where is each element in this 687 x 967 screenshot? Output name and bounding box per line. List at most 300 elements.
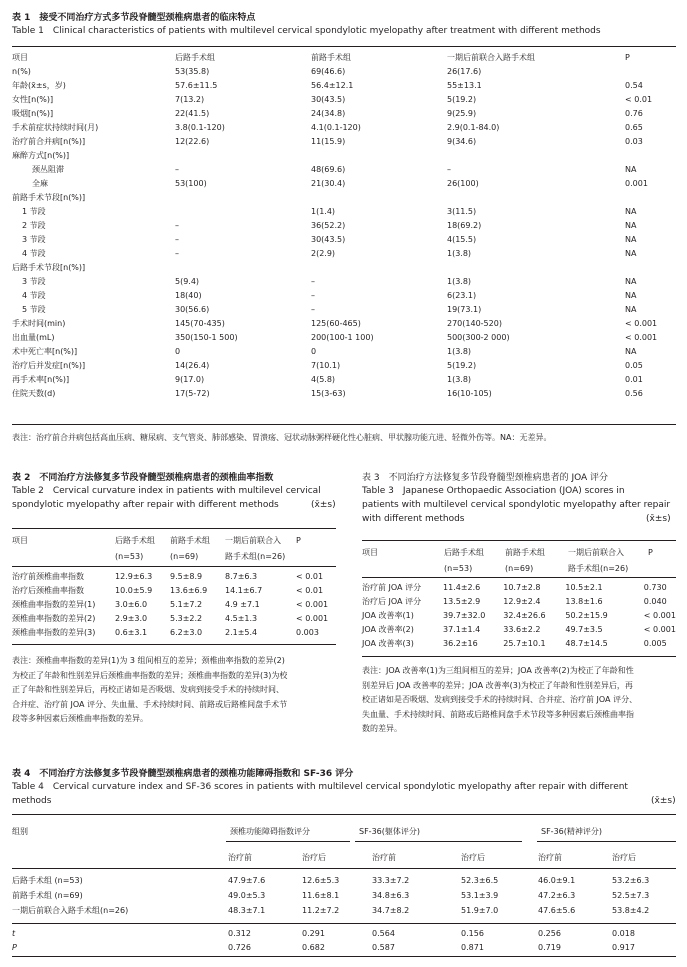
table1-row [12, 106, 676, 120]
table4-span-sf36-mental: SF-36(精神评分) [541, 827, 602, 836]
table2-title-cn: 表 2 不同治疗方法修复多节段脊髓型颈椎病患者的颈椎曲率指数 [12, 473, 274, 483]
table1-cell-anterior: 48(69.6) [311, 164, 346, 174]
table1-cell-combined: 4(15.5) [447, 234, 477, 244]
table1-cell-p [625, 190, 676, 204]
table1-cell-p: 0.001 [625, 178, 648, 188]
table2-cell-p: 0.003 [296, 627, 319, 637]
table1-cell-anterior [311, 260, 447, 274]
table2-stat: (x̄±s) [311, 500, 336, 510]
table3-row-label: 治疗后 JOA 评分 [362, 596, 422, 606]
table1-cell-p: < 0.01 [625, 94, 653, 104]
table2-header-row [12, 548, 336, 564]
table2-cell-anterior: 9.5±8.9 [170, 571, 203, 581]
table1-row-label: 治疗后并发症[n(%)] [12, 360, 86, 370]
table3-row [362, 580, 676, 594]
table2-row-label: 颈椎曲率指数的差异(3) [12, 627, 96, 637]
table1-row-label: 治疗前合并病[n(%)] [12, 136, 86, 146]
table1-row-label: 4 节段 [22, 290, 46, 300]
table2-cell-p: < 0.001 [296, 613, 329, 623]
table4-row-label: 一期后前联合入路手术组(n=26) [12, 906, 129, 915]
table1-header-cell: 前路手术组 [311, 52, 351, 62]
table4-cell: 11.2±7.2 [302, 906, 340, 915]
table2-row [12, 569, 336, 583]
table1-cell-p: NA [625, 220, 637, 230]
table2-header-cell: (n=53) [115, 551, 144, 561]
table1-row [12, 134, 676, 148]
table2-cell-anterior: 5.1±7.2 [170, 599, 203, 609]
table3-title-en-3: with different methods [362, 514, 465, 524]
table1-cell-p [625, 64, 676, 78]
table1-cell-posterior: 12(22.6) [175, 136, 210, 146]
table4-bottom-rule [12, 956, 676, 957]
table2-row-label: 治疗后颈椎曲率指数 [12, 585, 84, 595]
table1-cell-posterior: 30(56.6) [175, 304, 210, 314]
table4-cell: 49.0±5.3 [228, 891, 266, 900]
table1-cell-combined [447, 260, 625, 274]
table4-cell: 47.9±7.6 [228, 876, 266, 885]
table1-row-label: 女性[n(%)] [12, 94, 54, 104]
table1-row-label: 4 节段 [22, 248, 46, 258]
table2-note-line: 段等多种因素后颈椎曲率指数的差异。 [12, 714, 148, 723]
table4-subheader-cell: 治疗前 [538, 852, 562, 862]
table1-cell-posterior: 53(100) [175, 178, 207, 188]
table2-cell-anterior: 5.3±2.2 [170, 613, 203, 623]
table1-bottom-rule [12, 424, 676, 425]
table4-stat-cell: 0.719 [538, 942, 561, 952]
table1-cell-anterior: 24(34.8) [311, 108, 346, 118]
table4-stat-rule [12, 923, 676, 924]
table4-span-ndi: 颈椎功能障碍指数评分 [230, 827, 310, 836]
table3-header-cell: 后路手术组 [444, 547, 484, 557]
table3-top-rule [362, 540, 676, 541]
table4-cell: 53.8±4.2 [612, 906, 650, 915]
table1-cell-p: 0.56 [625, 388, 643, 398]
table4-span-sf36-body: SF-36(躯体评分) [359, 827, 420, 836]
table3-body [362, 580, 676, 650]
table3-cell-posterior: 39.7±32.0 [443, 610, 486, 620]
table3-note-line: 表注：JOA 改善率(1)为三组间相互的差异；JOA 改善率(2)为校正了年龄和性 [362, 666, 634, 675]
table4-stat-cell: 0.018 [612, 928, 635, 938]
table3-cell-combined: 10.5±2.1 [565, 582, 603, 592]
table4-cell: 48.3±7.1 [228, 906, 266, 915]
table1-cell-posterior: – [175, 248, 179, 258]
table4-subheader-row [12, 850, 676, 864]
table1-cell-combined: 2.9(0.1-84.0) [447, 122, 500, 132]
table1-row [12, 316, 676, 330]
table4-stat-cell: 0.682 [302, 942, 325, 952]
table1-row [12, 246, 676, 260]
table1-row-label: 手术时间(min) [12, 318, 66, 328]
table1-row [12, 218, 676, 232]
table3-note-line: 校正诸如是否吸烟、发病到接受手术的持续时间、合并症、治疗前 JOA 评分、 [362, 695, 638, 704]
table2-header-cell [296, 548, 336, 564]
table2-mid-rule [12, 566, 336, 567]
table1-row-label: 麻醉方式[n(%)] [12, 150, 70, 160]
table1-cell-p: < 0.001 [625, 318, 658, 328]
table2-cell-combined: 4.9 ±7.1 [225, 599, 260, 609]
table2-row-label: 颈椎曲率指数的差异(1) [12, 599, 96, 609]
table2-header-cell: 项目 [12, 535, 28, 545]
table2-cell-posterior: 0.6±3.1 [115, 627, 148, 637]
table1-cell-posterior: 350(150-1 500) [175, 332, 238, 342]
table4-stat-cell: 0.256 [538, 928, 561, 938]
table1-cell-posterior: – [175, 164, 179, 174]
table2-cell-combined: 4.5±1.3 [225, 613, 258, 623]
table4-stat-cell: 0.156 [461, 928, 484, 938]
table1-cell-combined: 9(34.6) [447, 136, 477, 146]
table1-cell-combined: – [447, 164, 451, 174]
table4-row [12, 873, 676, 888]
table4-stat-cell: 0.587 [372, 942, 395, 952]
table1-cell-posterior: 18(40) [175, 290, 202, 300]
table4-row [12, 888, 676, 903]
table4-cell: 53.2±6.3 [612, 876, 650, 885]
table1-row [12, 148, 676, 162]
table4-subheader-cell: 治疗后 [612, 852, 636, 862]
table1-cell-anterior: 4(5.8) [311, 374, 336, 384]
table3-cell-anterior: 10.7±2.8 [503, 582, 541, 592]
table2-note-line: 正了年龄和性别差异后，再校正诸如是否吸烟、发病到接受手术的持续时间、 [12, 685, 284, 694]
table3-header-cell [362, 560, 444, 576]
table2-row [12, 597, 336, 611]
table1-cell-posterior: 9(17.0) [175, 374, 205, 384]
table1-cell-anterior: 15(3-63) [311, 388, 346, 398]
table1-row-label: 1 节段 [22, 206, 46, 216]
table1-cell-combined: 1(3.8) [447, 346, 472, 356]
table2-header-cell: (n=69) [170, 551, 199, 561]
table4-cell: 34.7±8.2 [372, 906, 410, 915]
table4-cell: 11.6±8.1 [302, 891, 340, 900]
table1-cell-anterior: 30(43.5) [311, 234, 346, 244]
table1-cell-p: NA [625, 276, 637, 286]
table1-cell-anterior: – [311, 304, 315, 314]
table4-stat-cell: 0.564 [372, 928, 395, 938]
table2-cell-combined: 2.1±5.4 [225, 627, 258, 637]
table2-top-rule [12, 528, 336, 529]
table3-cell-anterior: 32.4±26.6 [503, 610, 546, 620]
table1-row-label: 年龄(x̄±s，岁) [12, 80, 66, 90]
table1-row [12, 302, 676, 316]
table2-cell-anterior: 6.2±3.0 [170, 627, 203, 637]
table1-row-label: 颈丛阻滞 [32, 164, 64, 174]
table1-cell-anterior: 1(1.4) [311, 206, 336, 216]
table1-cell-combined [447, 190, 625, 204]
table1-cell-p: NA [625, 206, 637, 216]
table2-note-line: 为校正了年龄和性别差异后颈椎曲率指数的差异；颈椎曲率指数的差异(3)为校 [12, 670, 288, 680]
table1-cell-posterior: – [175, 234, 179, 244]
table1-cell-combined: 18(69.2) [447, 220, 482, 230]
table2-header-row [12, 532, 336, 548]
table4-group-label: 组别 [12, 827, 28, 836]
table1-row [12, 330, 676, 344]
table4-stat: (x̄±s) [651, 796, 676, 806]
table1-row [12, 176, 676, 190]
table1-cell-anterior [311, 148, 447, 162]
table1-title-en: Table 1 Clinical characteristics of patients with multilevel cervical spondylotic myelopathy after treatment with different methods [12, 26, 601, 36]
table4-cell: 33.3±7.2 [372, 876, 410, 885]
table2-row [12, 625, 336, 639]
table4-subheader-cell: 治疗前 [372, 852, 396, 862]
table1-row-label: 5 节段 [22, 304, 46, 314]
table1-cell-anterior: – [311, 276, 315, 286]
table4-cell: 52.5±7.3 [612, 891, 650, 900]
table1-cell-p: NA [625, 248, 637, 258]
table1-header-cell: P [625, 52, 630, 62]
table4-row-label: 前路手术组 (n=69) [12, 891, 83, 900]
table3-header-cell [648, 560, 676, 576]
table1-cell-p [625, 260, 676, 274]
table1-cell-combined: 55±13.1 [447, 80, 482, 90]
table1-row-label: 出血量(mL) [12, 332, 55, 342]
table4-cell: 46.0±9.1 [538, 876, 576, 885]
table2-header-cell: 前路手术组 [170, 535, 210, 545]
table3-row [362, 594, 676, 608]
table1 [12, 50, 676, 400]
table1-cell-combined: 1(3.8) [447, 276, 472, 286]
table1-row [12, 78, 676, 92]
table2-cell-anterior: 13.6±6.9 [170, 585, 208, 595]
table1-cell-anterior: 125(60-465) [311, 318, 361, 328]
table3-title-cn: 表 3 不同治疗方法修复多节段脊髓型颈椎病患者的 JOA 评分 [362, 473, 609, 483]
table2-header-cell: P [296, 535, 301, 545]
table2-header-cell: 后路手术组 [115, 535, 155, 545]
table3-row [362, 608, 676, 622]
table1-cell-anterior: 30(43.5) [311, 94, 346, 104]
table4-stat-row [12, 926, 676, 940]
table3-cell-anterior: 12.9±2.4 [503, 596, 541, 606]
table4-span-sf36-mental-rule [537, 841, 676, 842]
table1-cell-posterior: 53(35.8) [175, 66, 210, 76]
table4-cell: 53.1±3.9 [461, 891, 499, 900]
table3 [362, 544, 676, 576]
table3-row-label: 治疗前 JOA 评分 [362, 582, 422, 592]
table3-cell-p: < 0.001 [643, 610, 676, 620]
table2-row-label: 治疗前颈椎曲率指数 [12, 571, 84, 581]
table3-note-line: 别差异后 JOA 改善率的差异；JOA 改善率(3)为校正了年龄和性别差异后，再 [362, 680, 633, 690]
table1-cell-combined: 1(3.8) [447, 248, 472, 258]
table3-header-cell: 路手术组(n=26) [568, 563, 629, 573]
table1-cell-p: NA [625, 346, 637, 356]
table2-header-cell: 路手术组(n=26) [225, 551, 286, 561]
table4-title-en-1: Table 4 Cervical curvature index and SF-36 scores in patients with multilevel cervical spondylotic myelopathy after repair with different [12, 782, 628, 792]
table4-stat-cell: 0.917 [612, 942, 635, 952]
table3-cell-posterior: 36.2±16 [443, 638, 478, 648]
table3-row [362, 622, 676, 636]
table1-row-label: 2 节段 [22, 220, 46, 230]
table3-note-line: 数的差异。 [362, 724, 402, 733]
table4-subheader-cell: 治疗后 [461, 852, 485, 862]
table1-cell-p: 0.05 [625, 360, 643, 370]
table1-cell-combined: 26(17.6) [447, 66, 482, 76]
table2-body [12, 569, 336, 639]
table1-cell-anterior: 69(46.6) [311, 66, 346, 76]
table1-cell-anterior: – [311, 290, 315, 300]
table4-subheader [12, 850, 676, 864]
table3-header-row [362, 544, 676, 560]
table1-cell-posterior: 7(13.2) [175, 94, 205, 104]
table4-cell: 34.8±6.3 [372, 891, 410, 900]
table4-mid-rule [12, 868, 676, 869]
table4-body [12, 873, 676, 918]
table1-cell-posterior [175, 204, 311, 218]
table1-cell-combined: 9(25.9) [447, 108, 477, 118]
table1-row [12, 64, 676, 78]
table1-cell-combined: 5(19.2) [447, 360, 477, 370]
table3-row [362, 636, 676, 650]
table4-subheader-cell: 治疗前 [228, 852, 252, 862]
table4-stat-cell: 0.871 [461, 942, 484, 952]
table1-row [12, 288, 676, 302]
table1-cell-anterior [311, 190, 447, 204]
table1-cell-p: 0.01 [625, 374, 643, 384]
table3-title-en-1: Table 3 Japanese Orthopaedic Association (JOA) scores in [362, 486, 625, 496]
table4-stat-cell: 0.726 [228, 942, 251, 952]
table1-row [12, 260, 676, 274]
table3-header-cell: 一期后前联合入 [568, 547, 624, 557]
table1-cell-combined: 16(10-105) [447, 388, 492, 398]
table3-cell-combined: 49.7±3.5 [565, 624, 603, 634]
table1-header-row [12, 50, 676, 64]
table2-header-cell [12, 548, 115, 564]
table1-cell-posterior: 145(70-435) [175, 318, 225, 328]
table1-header-cell: 后路手术组 [175, 52, 215, 62]
table2-row [12, 583, 336, 597]
table4-stat-cell: 0.312 [228, 928, 251, 938]
table1-cell-combined: 19(73.1) [447, 304, 482, 314]
table1-cell-p: 0.76 [625, 108, 643, 118]
table1-cell-anterior: 36(52.2) [311, 220, 346, 230]
table2-row [12, 611, 336, 625]
table4-stat-label: t [12, 928, 16, 938]
table1-cell-p: < 0.001 [625, 332, 658, 342]
table1-row-label: 再手术率[n(%)] [12, 374, 70, 384]
table1-cell-posterior: 22(41.5) [175, 108, 210, 118]
table4-stat-label: P [12, 942, 17, 952]
table3-mid-rule [362, 577, 676, 578]
table1-cell-anterior: 11(15.9) [311, 136, 346, 146]
table1-row-label: 后路手术节段[n(%)] [12, 262, 86, 272]
table3-header-cell: 前路手术组 [505, 547, 545, 557]
table2-cell-posterior: 2.9±3.0 [115, 613, 148, 623]
table4-stat-row [12, 940, 676, 954]
table4-span-ndi-rule [226, 841, 350, 842]
table1-cell-posterior: 3.8(0.1-120) [175, 122, 225, 132]
table3-cell-p: 0.730 [643, 582, 667, 592]
table1-row [12, 120, 676, 134]
table1-row [12, 386, 676, 400]
table2-bottom-rule [12, 644, 336, 645]
table1-cell-combined: 3(11.5) [447, 206, 477, 216]
table1-cell-posterior: – [175, 220, 179, 230]
table1-row-label: 全麻 [32, 178, 48, 188]
table4-cell: 51.9±7.0 [461, 906, 499, 915]
table4-stats [12, 926, 676, 954]
table2-cell-posterior: 12.9±6.3 [115, 571, 153, 581]
table4-title-cn: 表 4 不同治疗方法修复多节段脊髓型颈椎病患者的颈椎功能障碍指数和 SF-36 评分 [12, 769, 354, 779]
table2-cell-p: < 0.01 [296, 585, 324, 595]
table1-cell-p: 0.54 [625, 80, 643, 90]
table4-subheader-cell: 治疗后 [302, 852, 326, 862]
table1-cell-anterior: 2(2.9) [311, 248, 336, 258]
table2-cell-posterior: 3.0±6.0 [115, 599, 148, 609]
table2 [12, 532, 336, 564]
table1-cell-p: NA [625, 290, 637, 300]
table1-row-label: 前路手术节段[n(%)] [12, 192, 86, 202]
table3-cell-combined: 48.7±14.5 [565, 638, 608, 648]
table1-header-cell: 一期后前联合入路手术组 [447, 52, 535, 62]
table2-title-en-2: spondylotic myelopathy after repair with different methods [12, 500, 279, 510]
table4-cell: 47.6±5.6 [538, 906, 576, 915]
table1-row [12, 204, 676, 218]
table1-row-label: 3 节段 [22, 234, 46, 244]
table3-header-row [362, 560, 676, 576]
table3-row-label: JOA 改善率(3) [362, 638, 414, 648]
table3-cell-p: 0.005 [643, 638, 667, 648]
table1-cell-combined: 5(19.2) [447, 94, 477, 104]
table1-row [12, 358, 676, 372]
table1-row [12, 344, 676, 358]
table1-cell-p: 0.65 [625, 122, 643, 132]
table1-cell-anterior: 4.1(0.1-120) [311, 122, 361, 132]
table1-cell-posterior: 5(9.4) [175, 276, 200, 286]
table1-cell-p [625, 148, 676, 162]
table2-row-label: 颈椎曲率指数的差异(2) [12, 613, 96, 623]
table3-stat: (x̄±s) [646, 514, 671, 524]
table3-cell-posterior: 13.5±2.9 [443, 596, 481, 606]
table1-cell-anterior: 56.4±12.1 [311, 80, 354, 90]
table1-cell-anterior: 7(10.1) [311, 360, 341, 370]
table1-cell-posterior: 17(5-72) [175, 388, 210, 398]
table2-note-line: 合并症、治疗前 JOA 评分、失血量、手术持续时间、前路或后路椎间盘手术节 [12, 699, 288, 709]
table4-title-en-2: methods [12, 796, 52, 806]
table1-cell-combined: 26(100) [447, 178, 479, 188]
table4-cell: 47.2±6.3 [538, 891, 576, 900]
table3-header-cell: P [648, 547, 653, 557]
table3-cell-combined: 13.8±1.6 [565, 596, 603, 606]
table2-cell-p: < 0.01 [296, 571, 324, 581]
table2-cell-combined: 8.7±6.3 [225, 571, 258, 581]
table3-cell-posterior: 11.4±2.6 [443, 582, 481, 592]
table1-cell-posterior [175, 260, 311, 274]
table1-row [12, 92, 676, 106]
table3-title-en-2: patients with multilevel cervical spondylotic myelopathy after repair [362, 500, 671, 510]
table3-cell-combined: 50.2±15.9 [565, 610, 608, 620]
table1-cell-p: NA [625, 234, 637, 244]
table1-row-label: 吸烟[n(%)] [12, 108, 54, 118]
table2-cell-posterior: 10.0±5.9 [115, 585, 153, 595]
table3-row-label: JOA 改善率(2) [362, 624, 414, 634]
table1-cell-p: NA [625, 164, 637, 174]
table1-row [12, 274, 676, 288]
table3-cell-p: 0.040 [643, 596, 667, 606]
table4-row-label: 后路手术组 (n=53) [12, 876, 83, 885]
table3-note [362, 664, 637, 737]
table1-cell-p: NA [625, 304, 637, 314]
table1-cell-posterior: 0 [175, 346, 181, 356]
table1-row [12, 162, 676, 176]
table2-note [12, 654, 287, 727]
table1-cell-combined: 270(140-520) [447, 318, 502, 328]
table4-subheader-blank [12, 850, 228, 864]
table1-row [12, 372, 676, 386]
table1-cell-posterior: 14(26.4) [175, 360, 210, 370]
table1-row-label: 术中死亡率[n(%)] [12, 346, 78, 356]
table3-cell-anterior: 25.7±10.1 [503, 638, 546, 648]
table3-header-cell: (n=53) [444, 563, 473, 573]
table4-cell: 52.3±6.5 [461, 876, 499, 885]
table1-cell-anterior: 0 [311, 346, 317, 356]
table2-header-cell: 一期后前联合入 [225, 535, 281, 545]
